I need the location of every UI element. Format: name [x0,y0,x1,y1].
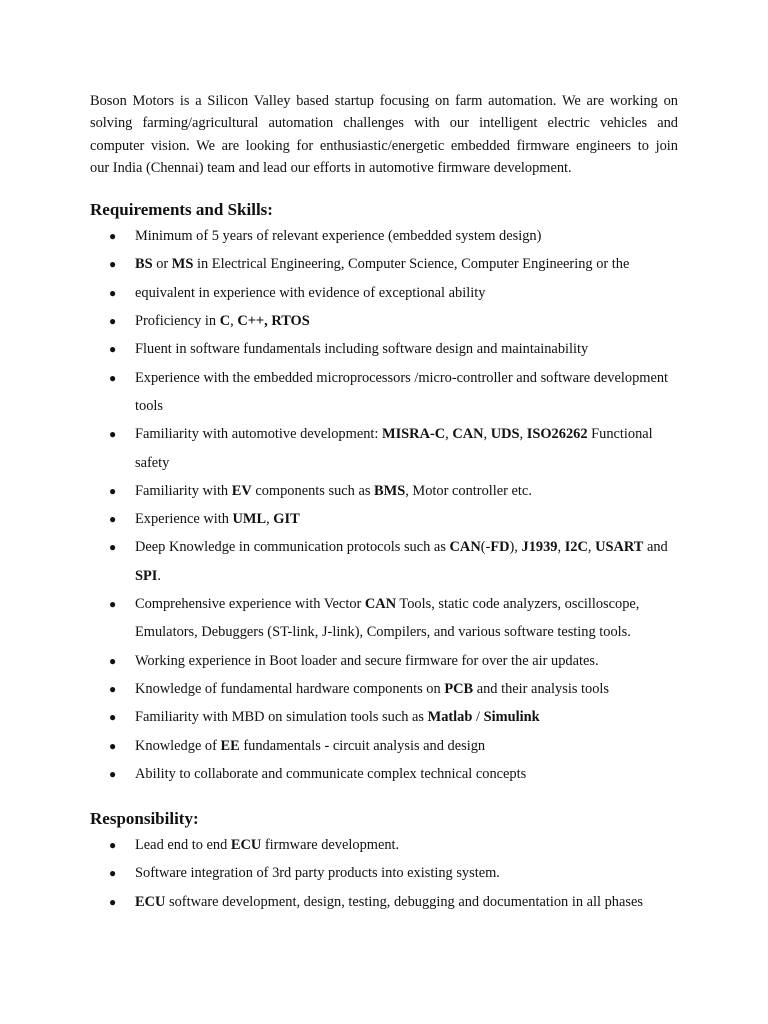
item-text: (- [480,539,491,556]
bold-term: USART [595,539,644,556]
item-text: / [472,709,484,726]
list-item [90,675,678,703]
bold-term: Matlab [427,709,473,726]
list-item [90,420,678,477]
item-text: Working experience in Boot loader and secure firmware for over the air updates. [135,652,599,669]
list-item [90,307,678,335]
item-text: , [483,426,491,443]
requirements-heading: Requirements and Skills: [90,200,273,220]
list-item [90,505,678,533]
item-text: and their analysis tools [473,680,609,697]
bullet-icon: ● [109,314,117,329]
item-text: Knowledge of fundamental hardware components on [135,680,445,697]
item-text: , Motor controller etc. [405,482,532,499]
list-item [90,335,678,363]
bold-term: C++, RTOS [237,313,310,330]
item-text: Software integration of 3rd party products into existing system. [135,865,500,882]
bold-term: GIT [273,511,300,528]
bold-term: EV [231,482,252,499]
bold-term: CAN [364,596,397,613]
responsibility-list [90,831,678,916]
bullet-icon: ● [109,342,117,357]
item-text: Fluent in software fundamentals including software design and maintainability [135,341,589,358]
item-text: Minimum of 5 years of relevant experience (embedded system design) [135,228,542,245]
item-text: and [643,539,668,556]
intro-line: our India (Chennai) team and lead our efforts in automotive firmware development. [90,159,572,176]
bold-term: CAN [449,539,481,556]
list-item [90,364,678,421]
bullet-icon: ● [109,653,117,668]
item-text: Knowledge of [135,737,221,754]
list-item [90,703,678,731]
item-text: , [445,426,453,443]
bold-term: MS [171,256,194,273]
bold-term: Simulink [483,709,540,726]
item-text: Familiarity with MBD on simulation tools such as [135,709,428,726]
list-item [90,732,678,760]
item-text: , [230,313,238,330]
item-text: Experience with [135,511,233,528]
list-item [90,279,678,307]
list-item [90,590,678,647]
bold-term: FD [490,539,510,556]
item-text: Experience with the embedded microprocessors /micro-controller and software development tools [135,369,669,414]
item-text: Lead end to end [135,837,231,854]
document-page [90,90,678,916]
bold-term: UML [232,511,267,528]
list-item [90,888,678,916]
list-item [90,831,678,859]
item-text: Tools, static code analyzers, oscilloscope, Emulators, Debuggers (ST-link, J-link), Compilers, and various software testing tools. [135,596,640,641]
bold-term: CAN [452,426,484,443]
item-text: , [519,426,527,443]
item-text: firmware development. [261,837,400,854]
list-item [90,533,678,590]
item-text: , [587,539,596,556]
intro-line: solving farming/agricultural automation challenges with our intelligent electric vehicles and [90,115,678,132]
requirements-list [90,222,678,788]
responsibility-heading: Responsibility: [90,809,199,829]
bullet-icon: ● [109,512,117,527]
bold-term: PCB [444,680,474,697]
item-text: , [266,511,274,528]
bullet-icon: ● [109,894,117,909]
bullet-icon: ● [109,766,117,781]
item-text: . [157,567,162,584]
list-item [90,477,678,505]
bullet-icon: ● [109,540,117,555]
item-text: components such as [251,482,375,499]
bullet-icon: ● [109,483,117,498]
item-text: or [152,256,172,273]
bullet-icon: ● [109,257,117,272]
bullet-icon: ● [109,597,117,612]
bold-term: J1939 [521,539,558,556]
item-text: Familiarity with [135,482,232,499]
bold-term: ISO26262 [526,426,588,443]
bold-term: EE [220,737,240,754]
bold-term: BMS [374,482,406,499]
bold-term: SPI [135,567,158,584]
item-text: Familiarity with automotive development: [135,426,382,443]
intro-line: Boson Motors is a Silicon Valley based startup focusing on farm automation. We are working on [90,93,678,109]
bold-term: MISRA-C [382,426,446,443]
bold-term: ECU [230,837,262,854]
bold-term: BS [135,256,153,273]
bullet-icon: ● [109,838,117,853]
bullet-icon: ● [109,229,117,244]
item-text: ), [509,539,522,556]
bullet-icon: ● [109,285,117,300]
list-item [90,760,678,788]
item-text: , [557,539,565,556]
item-text: in Electrical Engineering, Computer Science, Computer Engineering or the [193,256,630,273]
intro-line: computer vision. We are looking for enthusiastic/energetic embedded firmware engineers to join [90,137,678,154]
item-text: Functional safety [135,426,653,471]
item-text: fundamentals - circuit analysis and design [239,737,486,754]
bullet-icon: ● [109,710,117,725]
list-item [90,647,678,675]
intro-paragraph [90,90,678,179]
list-item [90,250,678,278]
bullet-icon: ● [109,866,117,881]
bold-term: C [219,313,231,330]
bold-term: UDS [490,426,520,443]
bullet-icon: ● [109,370,117,385]
list-item [90,222,678,250]
bullet-icon: ● [109,427,117,442]
item-text: Proficiency in [135,313,220,330]
item-text: Ability to collaborate and communicate complex technical concepts [135,765,527,782]
item-text: Comprehensive experience with Vector [135,596,365,613]
bold-term: ECU [135,893,166,910]
item-text: Deep Knowledge in communication protocols such as [135,539,450,556]
bullet-icon: ● [109,738,117,753]
list-item [90,859,678,887]
bullet-icon: ● [109,681,117,696]
item-text: equivalent in experience with evidence of exceptional ability [135,284,486,301]
bold-term: I2C [564,539,588,556]
item-text: software development, design, testing, debugging and documentation in all phases [165,893,643,910]
